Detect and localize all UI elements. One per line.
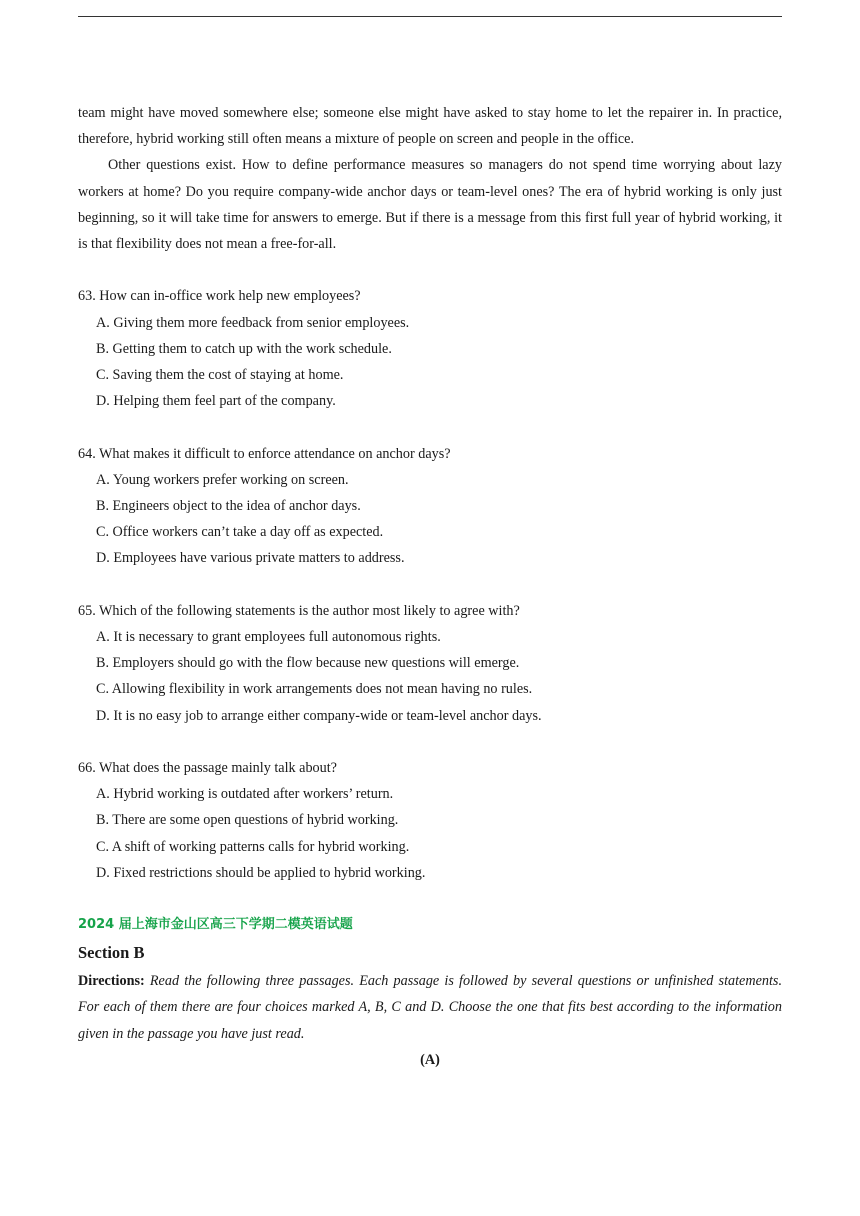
question-stem: 63. How can in-office work help new employees? <box>78 288 361 305</box>
option-c: C. Saving them the cost of staying at home. <box>96 367 344 384</box>
spacer <box>78 257 782 283</box>
question-stem: 65. Which of the following statements is the author most likely to agree with? <box>78 602 520 619</box>
option-a: A. Young workers prefer working on screen. <box>96 471 349 488</box>
directions-label: Directions: <box>78 973 145 990</box>
question-stem: 64. What makes it difficult to enforce attendance on anchor days? <box>78 445 451 462</box>
question-66 <box>78 755 782 886</box>
spacer <box>78 886 782 912</box>
question-stem: 66. What does the passage mainly talk about? <box>78 760 337 777</box>
option-a: A. It is necessary to grant employees full autonomous rights. <box>96 629 441 646</box>
directions-text: Read the following three passages. Each passage is followed by several questions or unfinished statements. For each of them there are four choices marked A, B, C and D. Choose the one that fits best according to the information given in the passage you have just read. <box>78 973 782 1042</box>
option-d: D. It is no easy job to arrange either company-wide or team-level anchor days. <box>96 707 542 724</box>
question-65 <box>78 598 782 729</box>
option-b: B. Engineers object to the idea of anchor days. <box>96 498 361 515</box>
section-title: Section B <box>78 943 145 963</box>
question-63 <box>78 283 782 414</box>
document-body <box>78 100 782 1073</box>
option-b: B. There are some open questions of hybrid working. <box>96 812 399 829</box>
option-d: D. Fixed restrictions should be applied to hybrid working. <box>96 864 426 881</box>
option-d: D. Employees have various private matters to address. <box>96 550 405 567</box>
option-d: D. Helping them feel part of the company. <box>96 393 336 410</box>
passage-label: (A) <box>420 1051 440 1068</box>
option-c: C. Office workers can’t take a day off as expected. <box>96 524 384 541</box>
option-a: A. Hybrid working is outdated after workers’ return. <box>96 786 394 803</box>
option-b: B. Employers should go with the flow because new questions will emerge. <box>96 655 520 672</box>
option-b: B. Getting them to catch up with the work schedule. <box>96 340 392 357</box>
spacer <box>78 729 782 755</box>
passage-paragraph-2: Other questions exist. How to define performance measures so managers do not spend time worrying about lazy workers at home? Do you require company-wide anchor days or team-level ones? The era of hybrid working is only just beginning, so it will take time for answers to emerge. But if there is a message from this first full year of hybrid working, it is that flexibility does not mean a free-for-all. <box>78 157 782 253</box>
directions <box>78 968 782 1047</box>
option-c: C. A shift of working patterns calls for hybrid working. <box>96 838 410 855</box>
passage-paragraph-1: team might have moved somewhere else; someone else might have asked to stay home to let the repairer in. In practice, therefore, hybrid working still often means a mixture of people on screen and people in the office. <box>78 105 782 148</box>
option-a: A. Giving them more feedback from senior employees. <box>96 314 410 331</box>
question-64 <box>78 441 782 572</box>
spacer <box>78 572 782 598</box>
source-title: 2024 届上海市金山区高三下学期二模英语试题 <box>78 917 353 933</box>
spacer <box>78 414 782 440</box>
option-c: C. Allowing flexibility in work arrangements does not mean having no rules. <box>96 681 533 698</box>
header-rule <box>78 16 782 17</box>
